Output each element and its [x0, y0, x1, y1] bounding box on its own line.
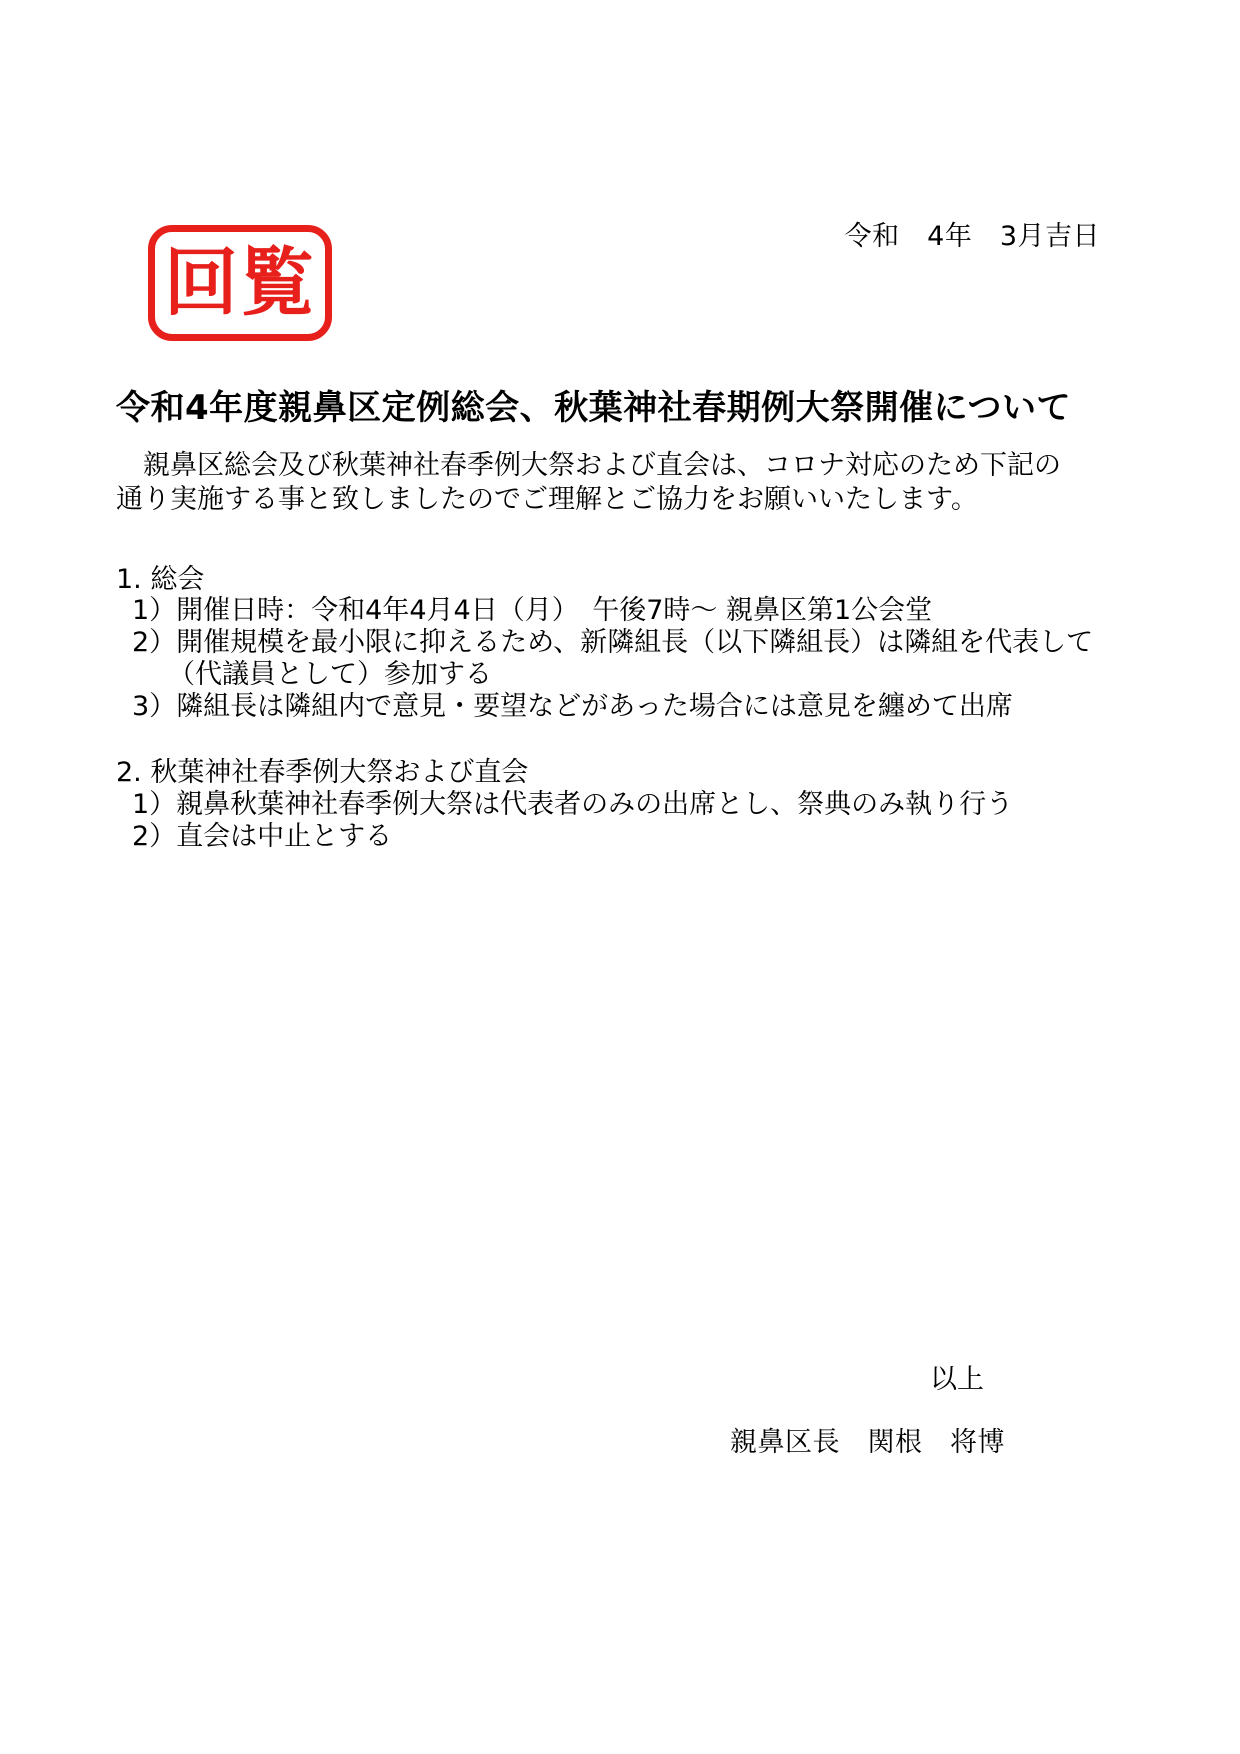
section-1-item-2-cont: （代議員として）参加する: [168, 659, 492, 690]
kairan-stamp-text: 回覧: [164, 240, 316, 326]
section-1-heading: 1. 総会: [116, 564, 205, 595]
section-2-item-2: 2）直会は中止とする: [132, 821, 393, 852]
section-2-item-1: 1）親鼻秋葉神社春季例大祭は代表者のみの出席とし、祭典のみ執り行う: [132, 789, 1014, 820]
intro-line-2: 通り実施する事と致しましたのでご理解とご協力をお願いいたします。: [116, 484, 978, 515]
section-1-item-2: 2）開催規模を最小限に抑えるため、新隣組長（以下隣組長）は隣組を代表して: [132, 627, 1094, 658]
closing-mark: 以上: [930, 1364, 984, 1395]
intro-line-1: 親鼻区総会及び秋葉神社春季例大祭および直会は、コロナ対応のため下記の: [116, 450, 1061, 481]
section-1-item-1: 1）開催日時：令和4年4月4日（月） 午後7時～ 親鼻区第1公会堂: [132, 595, 933, 626]
intro-paragraph: [116, 449, 1126, 517]
kairan-stamp: [148, 225, 332, 341]
section-1-item-3: 3）隣組長は隣組内で意見・要望などがあった場合には意見を纏めて出席: [132, 691, 1013, 722]
signature: 親鼻区長 関根 将博: [730, 1427, 1005, 1458]
document-date: 令和 4年 3月吉日: [844, 221, 1100, 252]
document-title: 令和4年度親鼻区定例総会、秋葉神社春期例大祭開催について: [116, 388, 1071, 428]
section-2-heading: 2. 秋葉神社春季例大祭および直会: [116, 757, 529, 788]
